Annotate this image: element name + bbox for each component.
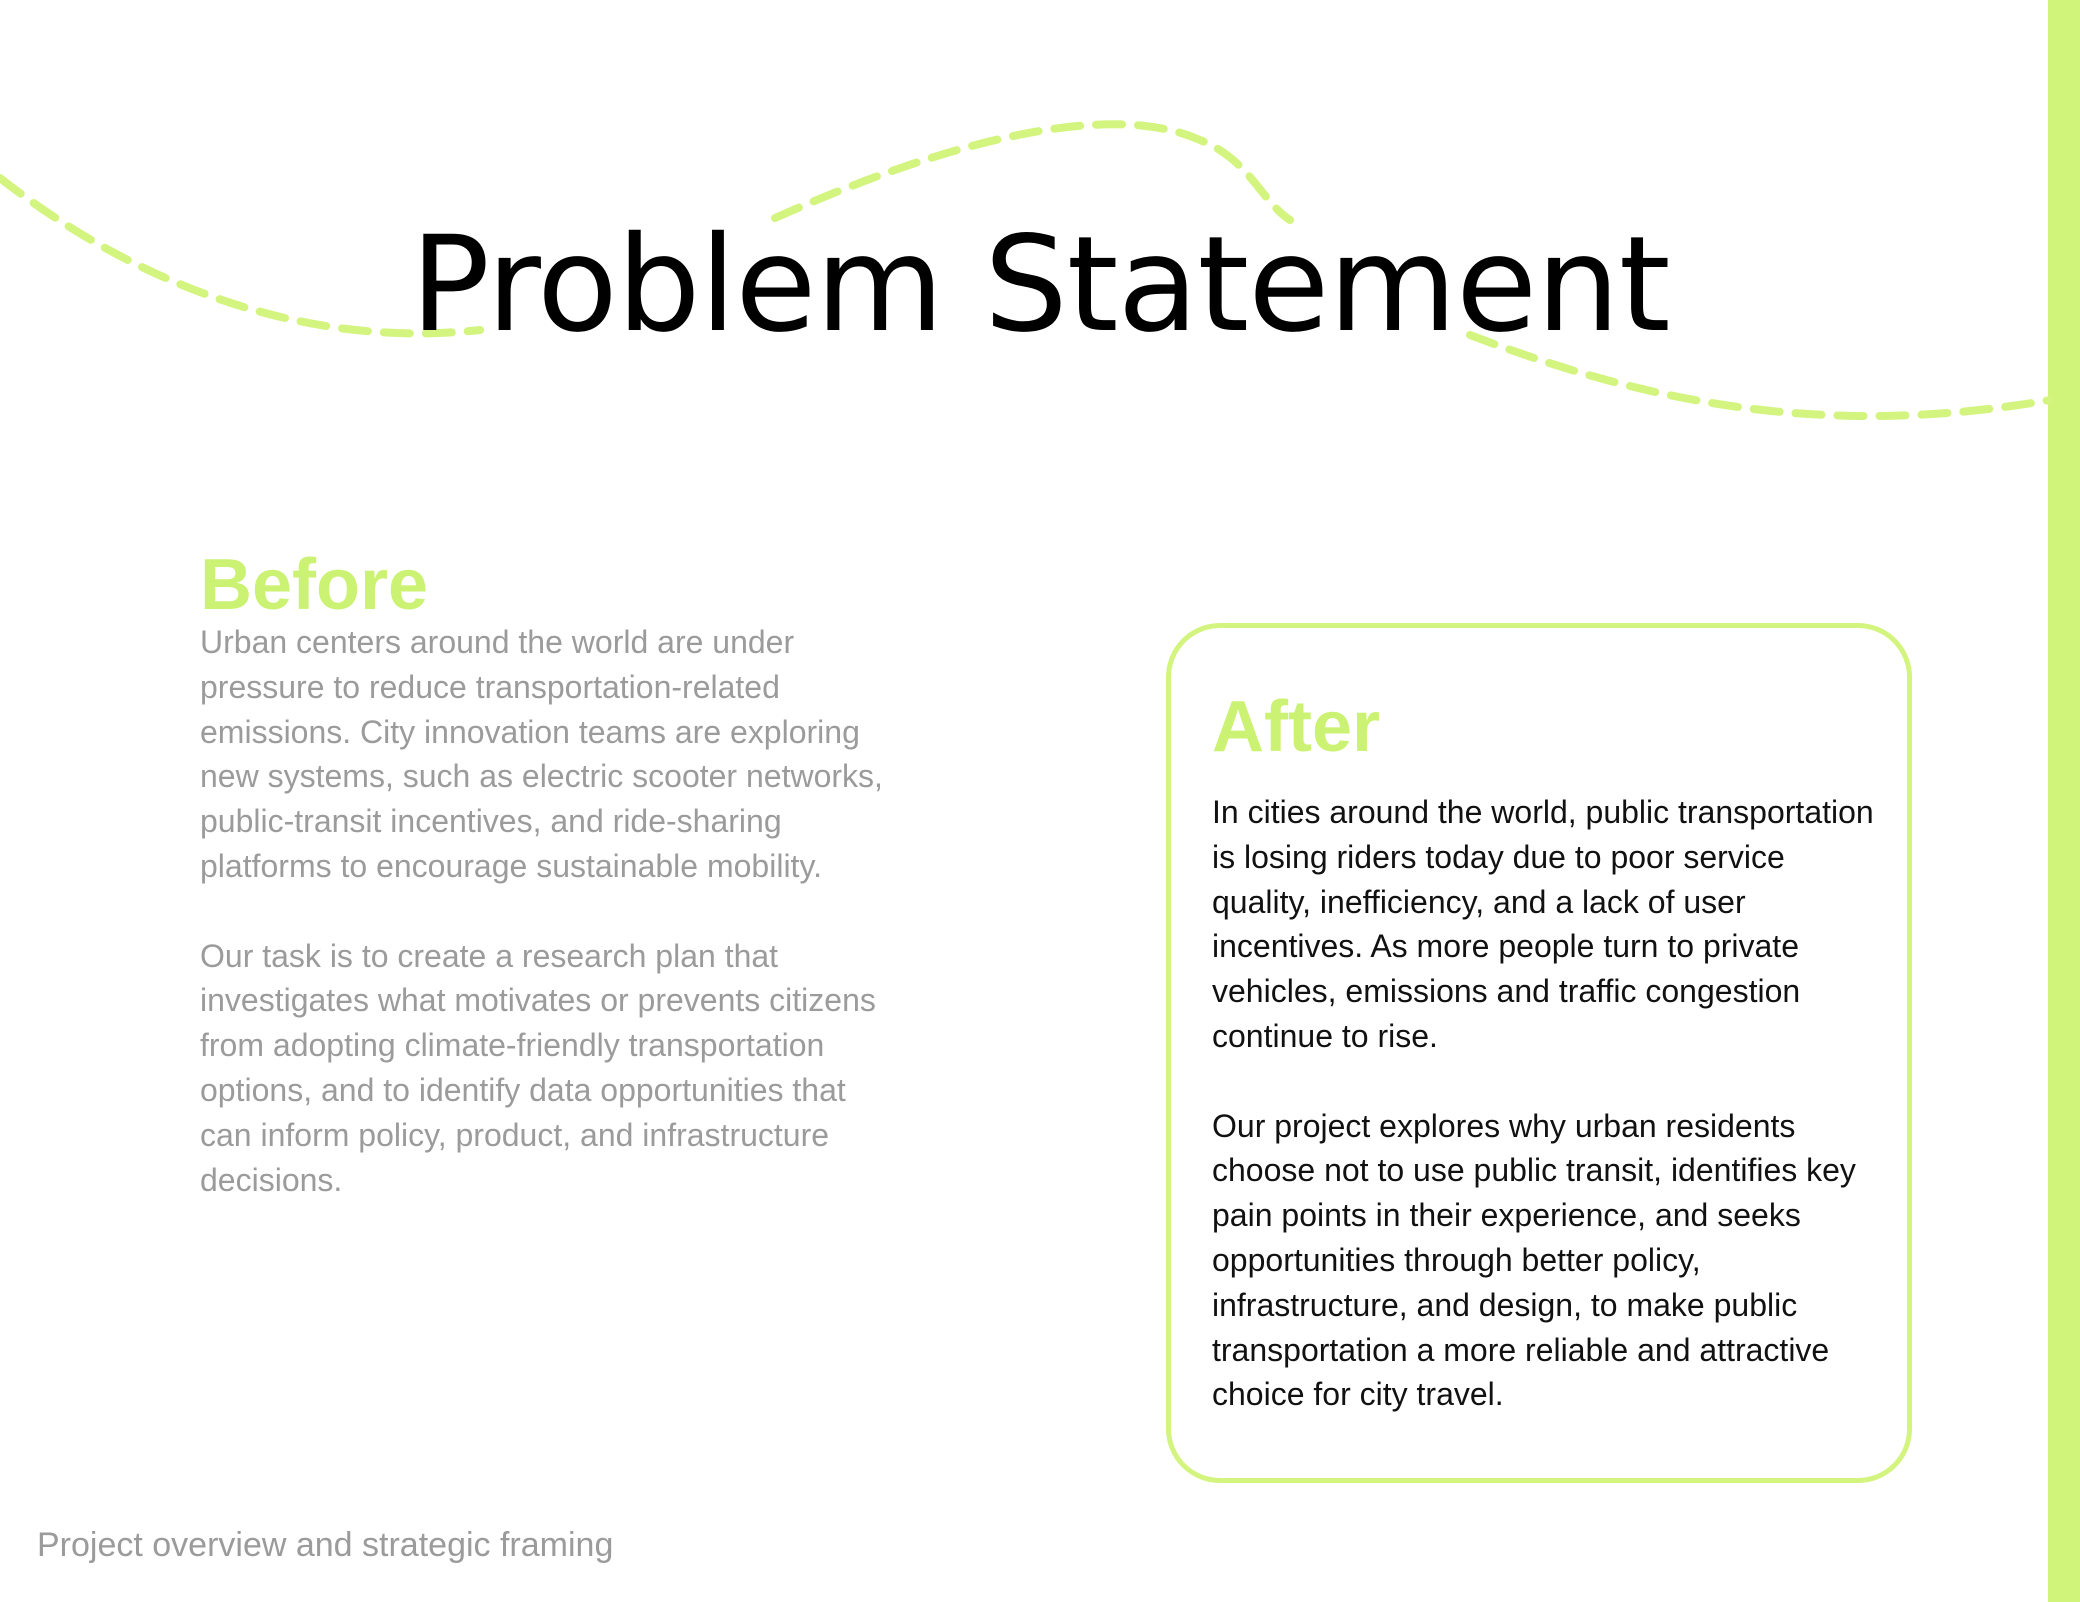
after-heading: After [1212,687,1381,767]
page-title: Problem Statement [410,208,1670,362]
before-paragraph: Urban centers around the world are under pressure to reduce transportation-related emissions. City innovation teams are exploring new systems, such as electric scooter networks, public-transit incentives, and ride-sharing platforms to encourage sustainable mobility. [200,624,883,884]
before-paragraph: Our task is to create a research plan that investigates what motivates or prevents citizens from adopting climate-friendly transportation options, and to identify data opportunities that can inform policy, product, and infrastructure decisions. [200,937,876,1198]
after-paragraph: In cities around the world, public transportation is losing riders today due to poor service quality, inefficiency, and a lack of user incentives. As more people turn to private vehicles, emissions and traffic congestion continue to rise. [1212,794,1874,1054]
before-body [200,620,900,1247]
before-heading: Before [200,545,429,625]
after-body [1212,790,1882,1462]
after-paragraph: Our project explores why urban residents choose not to use public transit, identifies key pain points in their experience, and seeks opportunities through better policy, infrastructure, and design, to make public transportation a more reliable and attractive choice for city travel. [1212,1107,1856,1413]
footer-caption: Project overview and strategic framing [37,1526,614,1564]
